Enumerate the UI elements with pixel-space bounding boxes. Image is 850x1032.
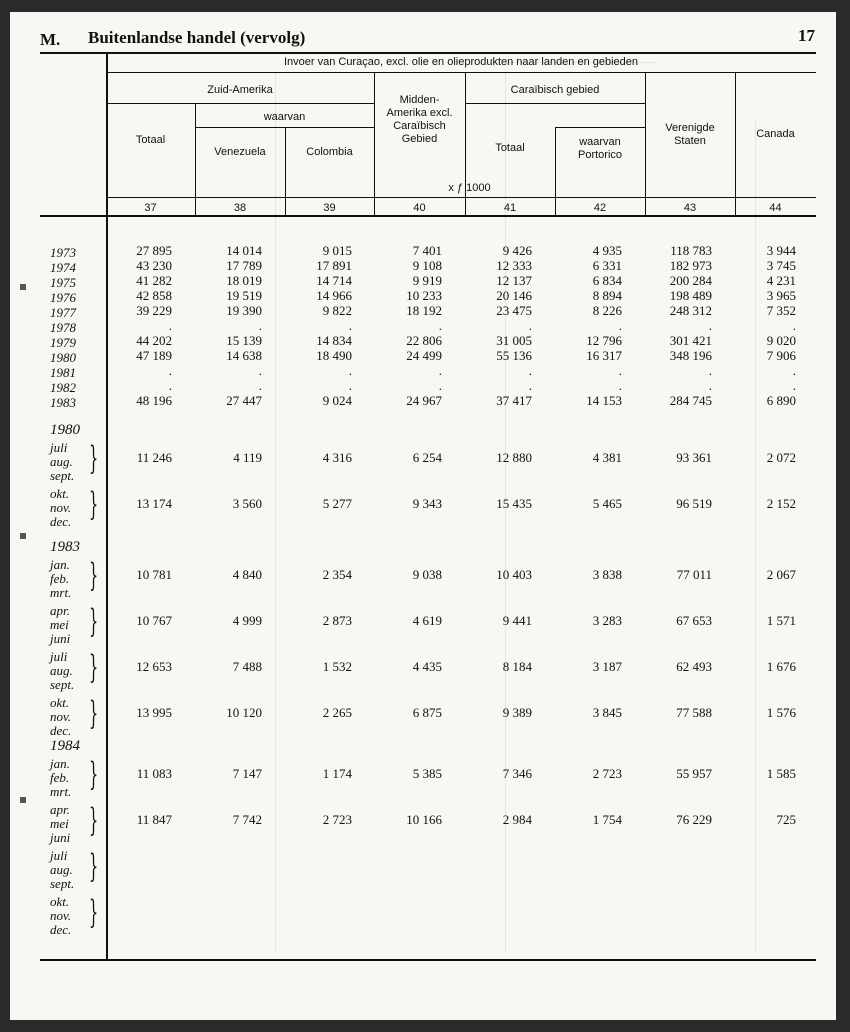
table-cell: 9 441 bbox=[502, 613, 532, 628]
table-cell: 55 136 bbox=[496, 348, 532, 363]
table-cell: . bbox=[348, 378, 352, 393]
year-label: 1979 bbox=[50, 335, 76, 350]
table-cell: 13 995 bbox=[136, 705, 172, 720]
table-cell: 4 119 bbox=[233, 450, 262, 465]
column-number: 38 bbox=[233, 202, 247, 214]
table-cell: . bbox=[792, 378, 796, 393]
table-cell: 96 519 bbox=[676, 496, 712, 511]
table-cell: 10 767 bbox=[136, 613, 172, 628]
table-cell: 2 723 bbox=[322, 812, 352, 827]
table-cell: 7 147 bbox=[232, 766, 262, 781]
table-cell: 9 343 bbox=[412, 496, 442, 511]
table-cell: 8 894 bbox=[592, 288, 622, 303]
table-cell: . bbox=[438, 363, 442, 378]
table-cell: 7 346 bbox=[502, 766, 532, 781]
table-cell: 11 246 bbox=[136, 450, 172, 465]
col-divider bbox=[735, 72, 736, 217]
table-cell: 18 019 bbox=[226, 273, 262, 288]
table-cell: 1 676 bbox=[766, 659, 796, 674]
table-cell: 284 745 bbox=[669, 393, 712, 408]
table-cell: 12 333 bbox=[496, 258, 532, 273]
table-cell: 725 bbox=[776, 812, 796, 827]
section-marker: M. bbox=[40, 30, 61, 49]
table-cell: 10 120 bbox=[226, 705, 262, 720]
table-cell: . bbox=[258, 378, 262, 393]
table-cell: 48 196 bbox=[136, 393, 172, 408]
year-label: 1976 bbox=[50, 290, 76, 305]
table-cell: 2 984 bbox=[502, 812, 532, 827]
table-cell: 1 532 bbox=[322, 659, 352, 674]
table-cell: . bbox=[528, 378, 532, 393]
month-label: juli bbox=[50, 649, 68, 664]
table-cell: 7 401 bbox=[412, 243, 442, 258]
table-cell: 1 754 bbox=[592, 812, 622, 827]
table-cell: 17 789 bbox=[226, 258, 262, 273]
table-cell: 39 229 bbox=[136, 303, 172, 318]
table-cell: . bbox=[258, 318, 262, 333]
table-cell: 7 742 bbox=[232, 812, 262, 827]
table-cell: . bbox=[348, 363, 352, 378]
table-cell: 9 822 bbox=[322, 303, 352, 318]
document-page bbox=[10, 12, 836, 1020]
table-cell: 5 385 bbox=[412, 766, 442, 781]
column-header-38: Venezuela bbox=[214, 146, 266, 158]
month-label: jan. bbox=[50, 756, 70, 771]
table-cell: . bbox=[258, 363, 262, 378]
caption-rule bbox=[106, 72, 816, 73]
table-cell: 24 967 bbox=[406, 393, 442, 408]
header-bottom-rule bbox=[40, 215, 816, 217]
table-cell: 24 499 bbox=[406, 348, 442, 363]
year-label: 1983 bbox=[50, 395, 76, 410]
table-cell: 27 447 bbox=[226, 393, 262, 408]
column-header-40: Midden- Amerika excl. Caraïbisch Gebied bbox=[386, 94, 453, 145]
table-cell: 22 806 bbox=[406, 333, 442, 348]
table-cell: 3 944 bbox=[766, 243, 796, 258]
table-cell: 13 174 bbox=[136, 496, 172, 511]
year-label: 1980 bbox=[50, 350, 76, 365]
month-label: sept. bbox=[50, 468, 75, 483]
table-cell: 9 015 bbox=[322, 243, 352, 258]
unit-rule bbox=[106, 197, 816, 198]
month-label: apr. bbox=[50, 802, 70, 817]
table-cell: 20 146 bbox=[496, 288, 532, 303]
table-cell: 200 284 bbox=[669, 273, 712, 288]
table-cell: 42 858 bbox=[136, 288, 172, 303]
table-cell: 6 834 bbox=[592, 273, 622, 288]
column-header-37: Totaal bbox=[135, 134, 166, 146]
month-label: nov. bbox=[50, 709, 72, 724]
table-cell: 10 233 bbox=[406, 288, 442, 303]
table-cell: 4 935 bbox=[592, 243, 622, 258]
table-cell: 6 890 bbox=[766, 393, 796, 408]
table-cell: 2 152 bbox=[766, 496, 796, 511]
table-cell: 3 838 bbox=[592, 567, 622, 582]
table-cell: 76 229 bbox=[676, 812, 712, 827]
table-cell: 2 072 bbox=[766, 450, 796, 465]
table-cell: 3 745 bbox=[766, 258, 796, 273]
table-cell: 77 588 bbox=[676, 705, 712, 720]
table-cell: 7 488 bbox=[232, 659, 262, 674]
month-label: sept. bbox=[50, 876, 75, 891]
table-cell: 18 490 bbox=[316, 348, 352, 363]
year-label: 1981 bbox=[50, 365, 76, 380]
table-cell: 4 435 bbox=[412, 659, 442, 674]
table-cell: 8 184 bbox=[502, 659, 532, 674]
column-header-39: Colombia bbox=[306, 146, 353, 158]
table-cell: . bbox=[618, 378, 622, 393]
table-cell: 5 277 bbox=[322, 496, 352, 511]
table-caption: Invoer van Curaçao, excl. olie en olieprodukten naar landen en gebieden bbox=[283, 56, 639, 68]
month-label: juni bbox=[50, 830, 71, 845]
quarter-brace: } bbox=[89, 485, 99, 523]
table-cell: 2 067 bbox=[766, 567, 796, 582]
table-cell: 198 489 bbox=[669, 288, 712, 303]
month-label: okt. bbox=[50, 894, 70, 909]
group-rule-zuid-amerika bbox=[106, 103, 374, 104]
table-cell: 3 283 bbox=[592, 613, 622, 628]
month-label: juli bbox=[50, 440, 68, 455]
table-cell: . bbox=[528, 318, 532, 333]
group-zuid-amerika: Zuid-Amerika bbox=[207, 84, 273, 96]
month-label: sept. bbox=[50, 677, 75, 692]
month-label: juni bbox=[50, 631, 71, 646]
table-cell: 182 973 bbox=[669, 258, 712, 273]
table-cell: . bbox=[708, 363, 712, 378]
table-cell: 9 108 bbox=[412, 258, 442, 273]
month-label: jan. bbox=[50, 557, 70, 572]
table-cell: 15 139 bbox=[226, 333, 262, 348]
table-cell: 348 196 bbox=[669, 348, 712, 363]
table-cell: . bbox=[168, 378, 172, 393]
period-year-label: 1984 bbox=[50, 738, 80, 754]
quarter-brace: } bbox=[89, 893, 99, 931]
table-cell: 14 834 bbox=[316, 333, 352, 348]
column-number: 43 bbox=[683, 202, 697, 214]
table-cell: 47 189 bbox=[136, 348, 172, 363]
period-year-label: 1980 bbox=[50, 422, 80, 438]
table-cell: 93 361 bbox=[676, 450, 712, 465]
month-label: dec. bbox=[50, 723, 72, 738]
table-cell: 14 014 bbox=[226, 243, 262, 258]
year-label: 1982 bbox=[50, 380, 76, 395]
punch-hole bbox=[20, 533, 26, 539]
column-number: 39 bbox=[323, 202, 336, 214]
month-label: nov. bbox=[50, 500, 72, 515]
month-label: nov. bbox=[50, 908, 72, 923]
month-label: aug. bbox=[50, 454, 73, 469]
month-label: feb. bbox=[50, 770, 70, 785]
month-label: mrt. bbox=[50, 585, 72, 600]
table-cell: 1 585 bbox=[766, 766, 796, 781]
month-label: aug. bbox=[50, 663, 73, 678]
table-cell: 4 231 bbox=[766, 273, 796, 288]
group-rule-portorico bbox=[555, 127, 645, 128]
table-cell: 2 873 bbox=[322, 613, 352, 628]
table-cell: 1 174 bbox=[322, 766, 352, 781]
column-number: 42 bbox=[593, 202, 607, 214]
table-cell: 77 011 bbox=[676, 567, 712, 582]
table-cell: 55 957 bbox=[676, 766, 712, 781]
unit-label: x ƒ 1000 bbox=[448, 182, 491, 194]
quarter-brace: } bbox=[89, 847, 99, 885]
punch-hole bbox=[20, 284, 26, 290]
year-label: 1977 bbox=[50, 305, 76, 320]
table-cell: 9 038 bbox=[412, 567, 442, 582]
table-cell: 3 845 bbox=[592, 705, 622, 720]
table-cell: 9 919 bbox=[412, 273, 442, 288]
year-label: 1975 bbox=[50, 275, 76, 290]
table-cell: 4 381 bbox=[592, 450, 622, 465]
table-cell: . bbox=[618, 318, 622, 333]
quarter-brace: } bbox=[89, 648, 99, 686]
column-number: 37 bbox=[144, 202, 157, 214]
table-cell: 14 153 bbox=[586, 393, 622, 408]
page-title: Buitenlandse handel (vervolg) bbox=[88, 28, 306, 47]
table-cell: 19 390 bbox=[226, 303, 262, 318]
table-cell: 2 354 bbox=[322, 567, 352, 582]
table-cell: 62 493 bbox=[676, 659, 712, 674]
group-rule-caraibisch bbox=[465, 103, 645, 104]
table-cell: 10 403 bbox=[496, 567, 532, 582]
table-cell: 12 880 bbox=[496, 450, 532, 465]
table-cell: 14 638 bbox=[226, 348, 262, 363]
table-cell: . bbox=[168, 363, 172, 378]
month-label: mei bbox=[50, 617, 69, 632]
quarter-brace: } bbox=[89, 755, 99, 793]
table-cell: 248 312 bbox=[669, 303, 712, 318]
table-cell: 14 714 bbox=[316, 273, 352, 288]
table-cell: 6 331 bbox=[592, 258, 622, 273]
table-cell: . bbox=[348, 318, 352, 333]
top-rule bbox=[40, 52, 816, 54]
table-cell: 17 891 bbox=[316, 258, 352, 273]
year-label: 1974 bbox=[50, 260, 76, 275]
table-cell: 11 083 bbox=[136, 766, 172, 781]
table-cell: . bbox=[438, 318, 442, 333]
column-header-42: waarvan Portorico bbox=[577, 136, 623, 161]
table-cell: 6 254 bbox=[412, 450, 442, 465]
table-cell: 41 282 bbox=[136, 273, 172, 288]
table-cell: 2 723 bbox=[592, 766, 622, 781]
table-cell: . bbox=[708, 378, 712, 393]
table-cell: . bbox=[792, 363, 796, 378]
table-cell: 4 316 bbox=[322, 450, 352, 465]
table-cell: 14 966 bbox=[316, 288, 352, 303]
month-label: okt. bbox=[50, 695, 70, 710]
column-number: 41 bbox=[503, 202, 517, 214]
quarter-brace: } bbox=[89, 556, 99, 594]
table-cell: . bbox=[168, 318, 172, 333]
period-year-label: 1983 bbox=[50, 539, 80, 555]
punch-hole bbox=[20, 797, 26, 803]
quarter-brace: } bbox=[89, 801, 99, 839]
group-caraibisch: Caraïbisch gebied bbox=[510, 84, 600, 96]
month-label: apr. bbox=[50, 603, 70, 618]
table-cell: 118 783 bbox=[670, 243, 712, 258]
column-number: 44 bbox=[769, 202, 782, 214]
column-header-41: Totaal bbox=[495, 142, 525, 154]
table-cell: 19 519 bbox=[226, 288, 262, 303]
table-cell: 4 999 bbox=[232, 613, 262, 628]
table-cell: 10 781 bbox=[136, 567, 172, 582]
table-cell: 44 202 bbox=[136, 333, 172, 348]
table-cell: . bbox=[618, 363, 622, 378]
month-label: mrt. bbox=[50, 784, 72, 799]
table-cell: 16 317 bbox=[586, 348, 622, 363]
column-header-43: Verenigde Staten bbox=[665, 122, 715, 147]
table-cell: 1 571 bbox=[766, 613, 796, 628]
quarter-brace: } bbox=[89, 439, 99, 477]
page-number: 17 bbox=[798, 26, 815, 45]
table-cell: 4 840 bbox=[232, 567, 262, 582]
table-cell: . bbox=[792, 318, 796, 333]
table-cell: 67 653 bbox=[676, 613, 712, 628]
group-waarvan: waarvan bbox=[263, 111, 306, 123]
table-cell: 43 230 bbox=[136, 258, 172, 273]
table-cell: 9 426 bbox=[502, 243, 532, 258]
table-cell: 9 024 bbox=[322, 393, 352, 408]
table-cell: 37 417 bbox=[496, 393, 532, 408]
table-cell: 12 653 bbox=[136, 659, 172, 674]
table-cell: 9 020 bbox=[766, 333, 796, 348]
table-cell: 2 265 bbox=[322, 705, 352, 720]
table-cell: 1 576 bbox=[766, 705, 796, 720]
table-cell: 6 875 bbox=[412, 705, 442, 720]
quarter-brace: } bbox=[89, 602, 99, 640]
table-cell: 7 906 bbox=[766, 348, 796, 363]
table-cell: . bbox=[438, 378, 442, 393]
table-cell: 12 796 bbox=[586, 333, 622, 348]
month-label: dec. bbox=[50, 922, 72, 937]
reverse-page-bleed bbox=[10, 12, 836, 1020]
month-label: aug. bbox=[50, 862, 73, 877]
month-label: dec. bbox=[50, 514, 72, 529]
quarter-brace: } bbox=[89, 694, 99, 732]
table-cell: 31 005 bbox=[496, 333, 532, 348]
table-cell: 301 421 bbox=[669, 333, 712, 348]
table-cell: 7 352 bbox=[766, 303, 796, 318]
month-label: feb. bbox=[50, 571, 70, 586]
table-cell: 27 895 bbox=[136, 243, 172, 258]
table-cell: 3 187 bbox=[592, 659, 622, 674]
column-header-44: Canada bbox=[756, 128, 795, 140]
table-cell: 4 619 bbox=[412, 613, 442, 628]
table-cell: 12 137 bbox=[496, 273, 532, 288]
table-cell: . bbox=[528, 363, 532, 378]
table-cell: . bbox=[708, 318, 712, 333]
year-label: 1978 bbox=[50, 320, 76, 335]
table-cell: 9 389 bbox=[502, 705, 532, 720]
table-cell: 11 847 bbox=[136, 812, 172, 827]
month-label: juli bbox=[50, 848, 68, 863]
month-label: mei bbox=[50, 816, 69, 831]
table-cell: 8 226 bbox=[592, 303, 622, 318]
table-cell: 5 465 bbox=[592, 496, 622, 511]
table-cell: 10 166 bbox=[406, 812, 442, 827]
table-cell: 3 965 bbox=[766, 288, 796, 303]
table-cell: 3 560 bbox=[232, 496, 262, 511]
column-number: 40 bbox=[413, 202, 426, 214]
table-cell: 18 192 bbox=[406, 303, 442, 318]
year-label: 1973 bbox=[50, 245, 76, 260]
table-cell: 15 435 bbox=[496, 496, 532, 511]
month-label: okt. bbox=[50, 486, 70, 501]
bottom-rule bbox=[40, 959, 816, 961]
table-cell: 23 475 bbox=[496, 303, 532, 318]
